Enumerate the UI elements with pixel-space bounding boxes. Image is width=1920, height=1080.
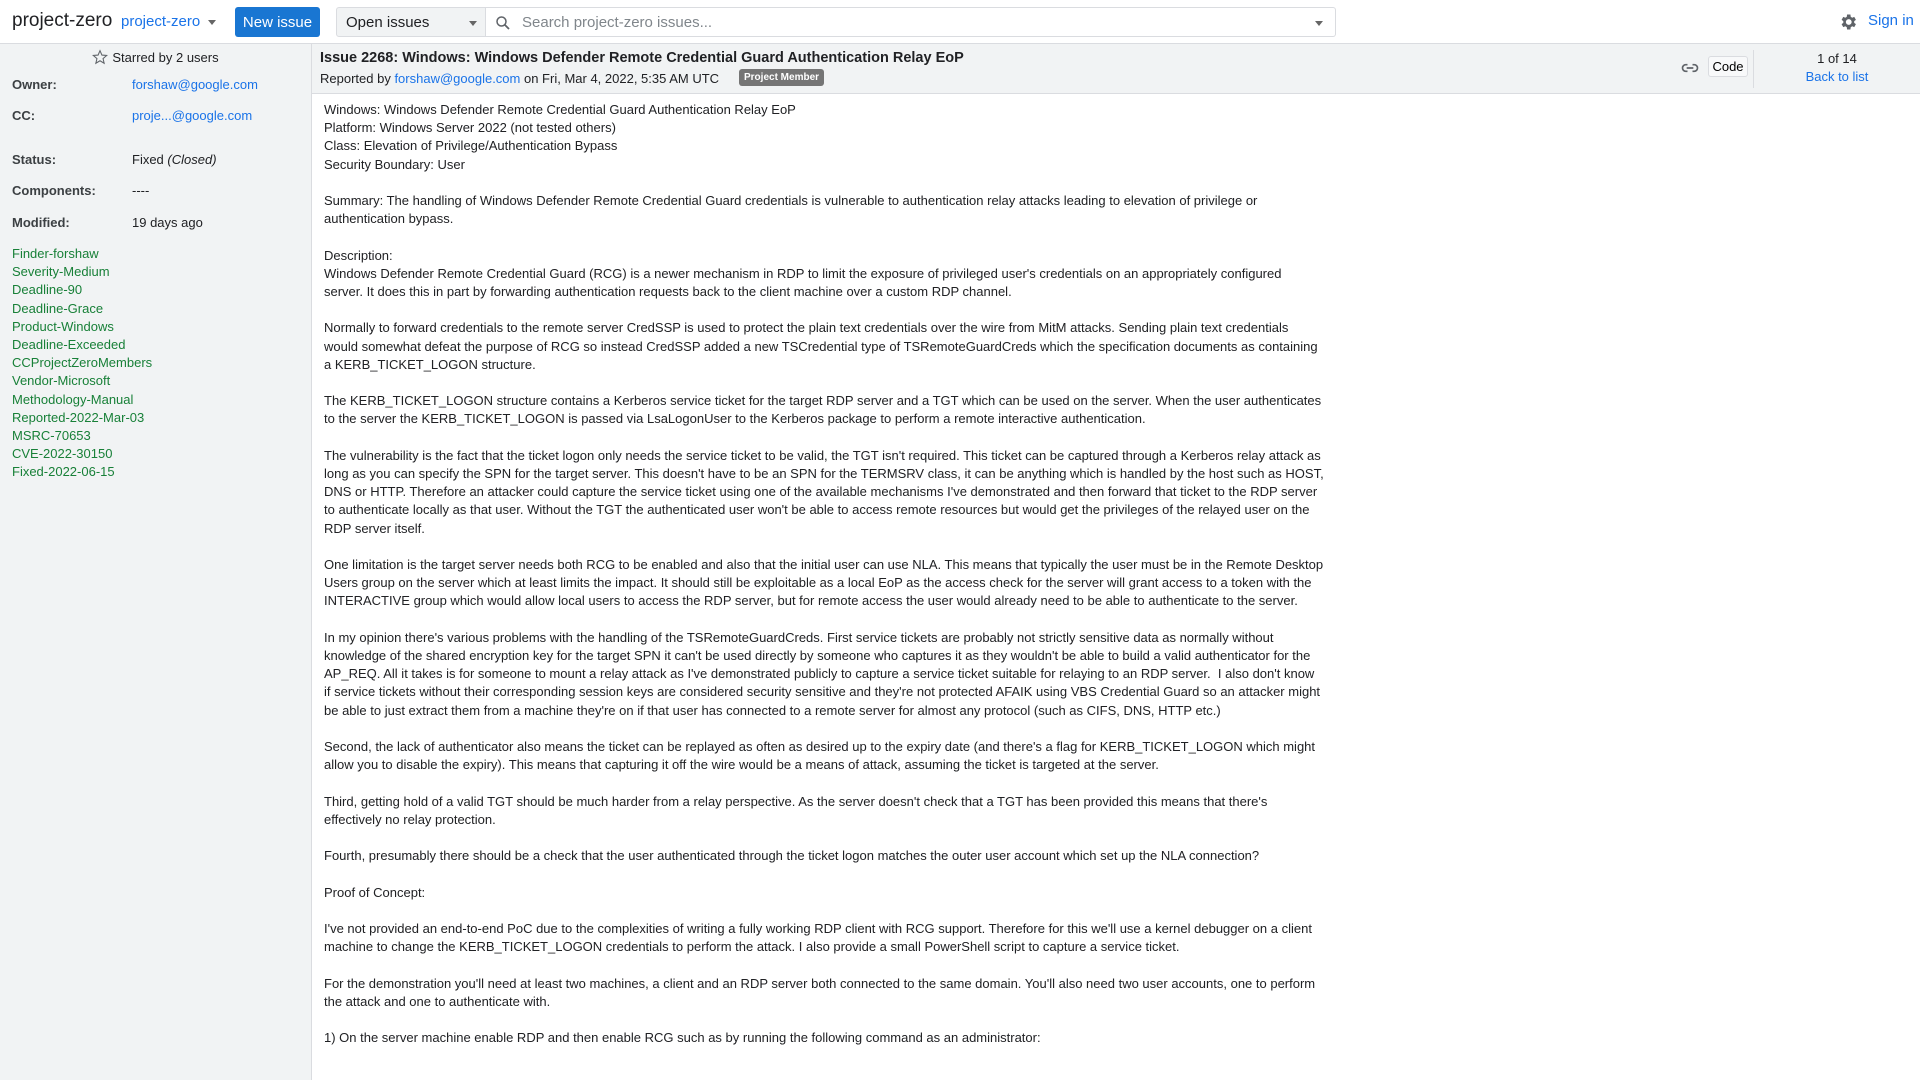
- project-switcher[interactable]: [121, 13, 216, 30]
- back-to-list-link[interactable]: Back to list: [1805, 69, 1869, 84]
- issue-header: [312, 44, 1920, 94]
- search-input[interactable]: [522, 12, 1282, 32]
- issue-description: [324, 101, 1328, 1066]
- description-paragraph: The KERB_TICKET_LOGON structure contains a Kerberos service ticket for the target RDP server and a TGT which can be used on the server. When the user authenticates to the server the KERB_TICKET_LOGON is passed via LsaLogonUser to the Kerberos package to perform a remote interactive authentication.: [324, 393, 1325, 427]
- description-paragraph: Windows: Windows Defender Remote Credential Guard Authentication Relay EoP Platform: Windows Server 2022 (not tested others) Class: Elevation of Privilege/Authentication Bypass Security Boundary: User: [324, 102, 796, 172]
- description-paragraph: Description: Windows Defender Remote Credential Guard (RCG) is a newer mechanism in RDP to limit the exposure of privileged user's credentials on an appropriately configured server. It does this in part by forwarding authentication requests back to the client machine over a custom RDP channel.: [324, 247, 1282, 299]
- reporter-link[interactable]: forshaw@google.com: [394, 71, 521, 86]
- issue-label[interactable]: Methodology-Manual: [12, 391, 134, 407]
- description-paragraph: For the demonstration you'll need at least two machines, a client and an RDP server both connected to the same domain. You'll also need two user accounts, one to perform the attack and one to authenticate with.: [324, 975, 1319, 1009]
- description-paragraph: In my opinion there's various problems with the handling of the TSRemoteGuardCreds. First service tickets are probably not strictly sensitive data as normally without knowledge of the shared encryption key for the target SPN it can't be used directly by someone who captures it as they wouldn't be able to build a valid authenticator for the AP_REQ. All it takes is for someone to mount a relay attack as I've demonstrated publicly to capture a service ticket suitable for relaying to an RDP server. I also don't know if service tickets without their corresponding session keys are considered security sensitive and they're not protected AFAIK using VBS Credential Guard so an attacker might be able to just extract them from a machine they're on if that user has connected to a remote server for almost any protocol (such as CIFS, DNS, HTTP etc.): [324, 629, 1324, 718]
- project-member-badge: Project Member: [739, 69, 824, 86]
- issue-position: 1 of 14: [1817, 51, 1857, 66]
- issue-label[interactable]: Finder-forshaw: [12, 246, 99, 261]
- issue-label[interactable]: Vendor-Microsoft: [12, 373, 111, 389]
- issue-label[interactable]: Deadline-Grace: [12, 300, 104, 316]
- project-name: project-zero: [121, 13, 201, 30]
- status-value: Fixed: [132, 152, 164, 167]
- owner-link[interactable]: forshaw@google.com: [132, 77, 258, 92]
- description-paragraph: Normally to forward credentials to the remote server CredSSP is used to protect the plain text credentials over the wire from MitM attacks. Sending plain text credentials would somewhat defeat the purpose of RCG so instead CredSSP added a new TSCredential type of TSRemoteGuardCreds which the specification documents as containing a KERB_TICKET_LOGON structure.: [324, 320, 1322, 372]
- link-icon[interactable]: [1680, 58, 1700, 78]
- description-paragraph: Second, the lack of authenticator also means the ticket can be replayed as often as desired up to the expiry date (and there's a flag for KERB_TICKET_LOGON which might allow you to disable the expiry). This means that capturing it off the wire would be a means of attack, assuming the ticket is targeted at the server.: [324, 738, 1319, 773]
- starred-count: Starred by 2 users: [0, 49, 311, 65]
- description-paragraph: I've not provided an end-to-end PoC due to the complexities of writing a fully working RDP client with RCG support. Therefore for this we'll use a kernel debugger on a client machine to change the KERB_TICKET_LOGON credentials to perform the attack. I also provide a small PowerShell script to capture a service ticket.: [324, 920, 1316, 955]
- search-box: [486, 7, 1336, 37]
- description-paragraph: 1) On the server machine enable RDP and then enable RCG such as by running the following command as an administrator:: [324, 1030, 1041, 1046]
- search-options-dropdown[interactable]: [1315, 21, 1323, 26]
- app-title[interactable]: project-zero: [12, 10, 113, 31]
- scope-value: Open issues: [346, 14, 430, 31]
- issue-label[interactable]: Deadline-90: [12, 282, 83, 298]
- description-paragraph: Proof of Concept:: [324, 884, 426, 900]
- description-paragraph: Summary: The handling of Windows Defender Remote Credential Guard credentials is vulnerable to authentication relay attacks leading to elevation of privilege or authentication bypass.: [324, 193, 1262, 227]
- search-icon: [494, 14, 512, 32]
- issue-navigation: [1754, 50, 1920, 86]
- star-icon[interactable]: [92, 49, 108, 65]
- sign-in-link[interactable]: Sign in: [1868, 12, 1914, 29]
- new-issue-button[interactable]: New issue: [235, 7, 320, 37]
- issue-label[interactable]: Severity-Medium: [12, 264, 110, 280]
- code-button[interactable]: Code: [1708, 56, 1748, 77]
- reported-by: Reported by forshaw@google.com on Fri, Mar 4, 2022, 5:35 AM UTC: [320, 71, 720, 86]
- status-state: (Closed): [167, 152, 217, 167]
- caret-down-icon: [208, 20, 216, 25]
- cc-link[interactable]: proje...@google.com: [132, 108, 253, 123]
- issue-label[interactable]: Product-Windows: [12, 318, 114, 334]
- description-paragraph: One limitation is the target server needs both RCG to be enabled and also that the initial user can use NLA. This means that typically the user must be in the Remote Desktop Users group on the server which at least limits the impact. It should still be exploitable as a local EoP as the access check for the server will grant access to a token with the INTERACTIVE group which would allow local users to access the RDP server, but for remote access the user would already need to be able to authenticate to the server.: [324, 556, 1327, 609]
- issue-label[interactable]: Deadline-Exceeded: [12, 337, 126, 353]
- issue-title: Issue 2268: Windows: Windows Defender Remote Credential Guard Authentication Relay EoP: [320, 50, 964, 66]
- description-paragraph: Third, getting hold of a valid TGT should be much harder from a relay perspective. As the server doesn't check that a TGT has been provided this means that there's effectively no relay protection.: [324, 793, 1272, 827]
- issue-label[interactable]: Reported-2022-Mar-03: [12, 409, 145, 425]
- issue-scope-select[interactable]: [336, 7, 486, 37]
- issue-label[interactable]: CCProjectZeroMembers: [12, 355, 153, 371]
- description-paragraph: Fourth, presumably there should be a check that the user authenticated through the ticket logon matches the outer user account which set up the NLA connection?: [324, 848, 1260, 864]
- issue-label[interactable]: CVE-2022-30150: [12, 446, 113, 462]
- caret-down-icon: [469, 21, 477, 26]
- top-bar: [0, 0, 1920, 44]
- label-list: [12, 245, 152, 482]
- issue-label[interactable]: Fixed-2022-06-15: [12, 464, 115, 480]
- issue-sidebar: Starred by 2 users Owner: forshaw@google.com CC: proje...@google.com Status: Fixed (Closed) Components: ---- Modified: 19 days ago Finder-forshaw Severity-Medium Deadline-90 Deadline-Grace Product-Windows Deadline-Exceeded CCProjectZeroMembers Vendor-Microsoft Methodology-Manual Reported-2022-Mar-03 MSRC-70653 CVE-2022-30150 Fixed-2022-06-15: [0, 44, 312, 1080]
- settings-gear-icon[interactable]: [1838, 12, 1858, 32]
- description-paragraph: The vulnerability is the fact that the ticket logon only needs the service ticket to be valid, the TGT isn't required. This ticket can be captured through a Kerberos relay attack as long as you can specify the SPN for the target server. This doesn't have to be an SPN for the TERMSRV class, it can be anything which is handled by the host such as HOST, DNS or HTTP. Therefore an attacker could capture the service ticket using one of the available mechanisms I've demonstrated and then forward that ticket to the RDP server to authenticate locally as that user. Without the TGT the authenticated user won't be able to access remote resources but would get the privileges of the relayed user on the RDP server itself.: [324, 447, 1328, 536]
- issue-label[interactable]: MSRC-70653: [12, 428, 91, 444]
